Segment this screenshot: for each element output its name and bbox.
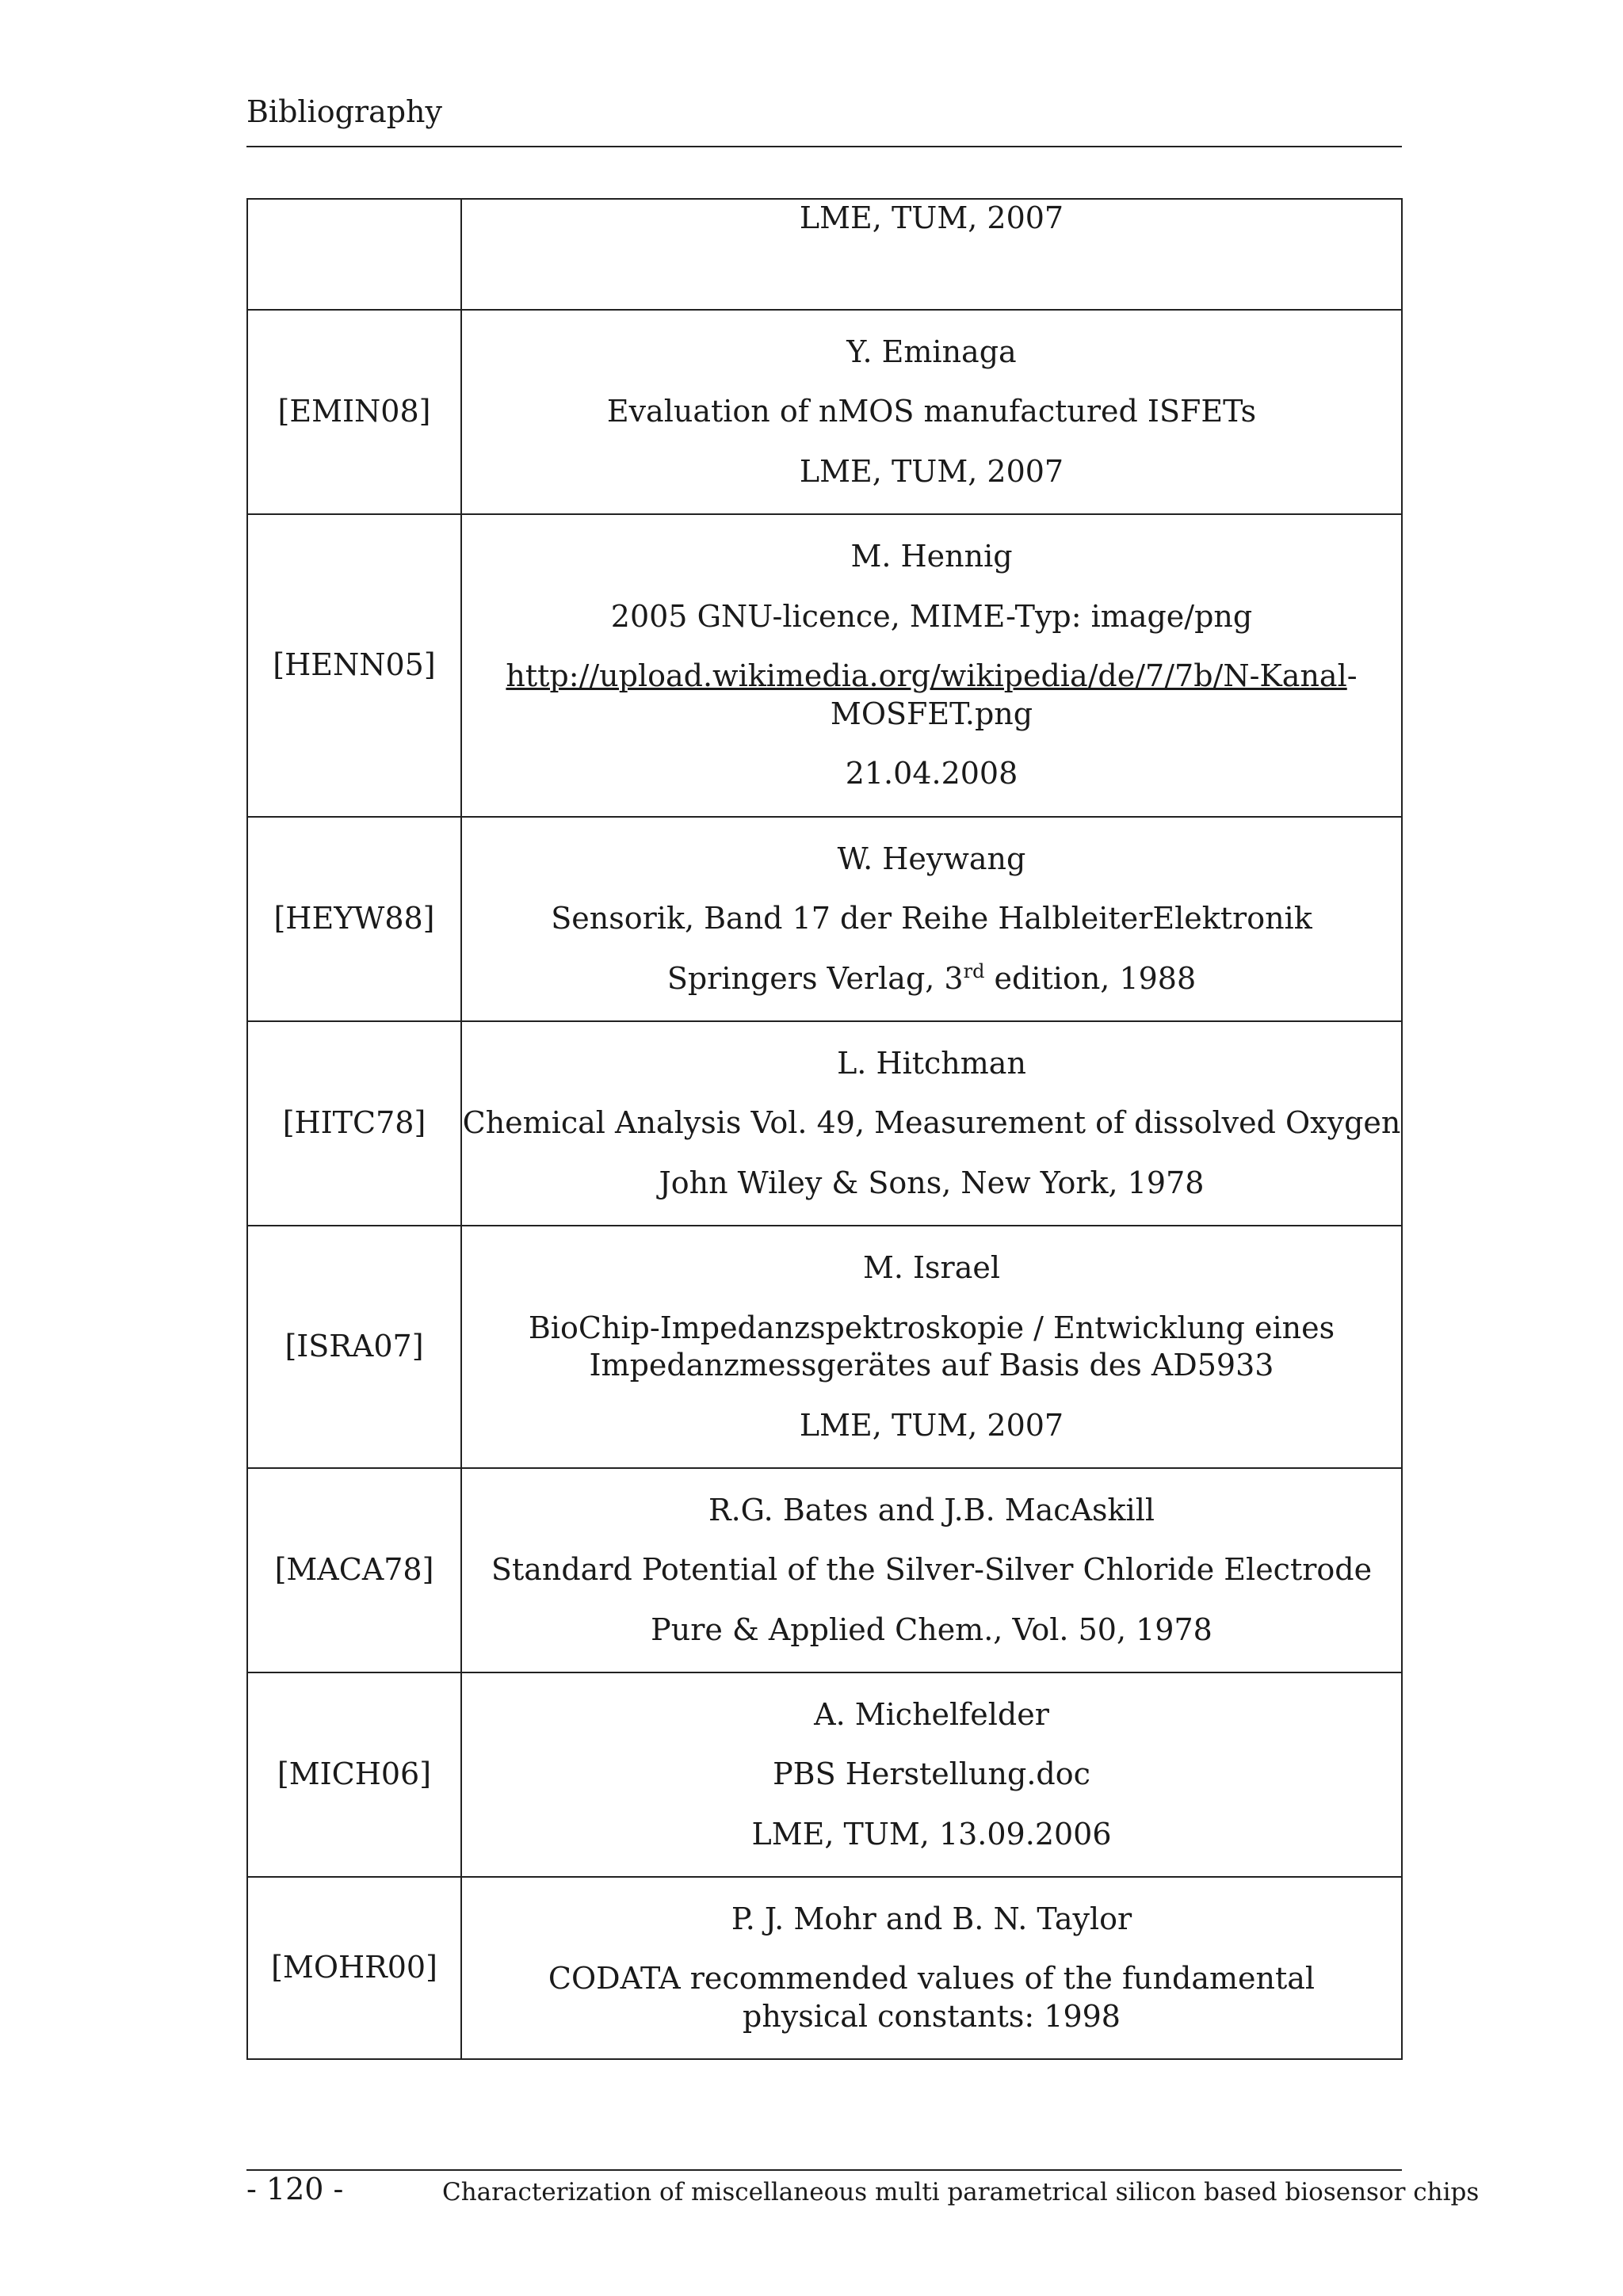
citation-title: Chemical Analysis Vol. 49, Measurement of dissolved Oxygen	[462, 1105, 1401, 1141]
bibliography-row	[247, 310, 1402, 514]
citation-entry	[461, 1021, 1402, 1226]
citation-source: LME, TUM, 2007	[799, 200, 1064, 235]
citation-entry	[461, 1468, 1402, 1672]
citation-key: [HEYW88]	[247, 817, 461, 1021]
citation-key: [HENN05]	[247, 514, 461, 817]
page-number: - 120 -	[246, 2172, 344, 2206]
bibliography-row	[247, 1021, 1402, 1226]
footer-document-title: Characterization of miscellaneous multi parametrical silicon based biosensor chips	[442, 2178, 1480, 2206]
citation-url-link[interactable]: http://upload.wikimedia.org/wikipedia/de/7/7b/N-Kanal	[506, 658, 1347, 694]
citation-author: L. Hitchman	[837, 1045, 1026, 1081]
citation-key: [HITC78]	[247, 1021, 461, 1226]
citation-source: Pure & Applied Chem., Vol. 50, 1978	[651, 1611, 1212, 1647]
citation-author: M. Hennig	[850, 539, 1013, 574]
page-header-title: Bibliography	[246, 94, 442, 129]
citation-author: W. Heywang	[837, 841, 1026, 876]
ordinal-superscript: rd	[963, 959, 985, 982]
bibliography-row	[247, 514, 1402, 817]
bibliography-row	[247, 1226, 1402, 1468]
bibliography-table	[246, 198, 1403, 2060]
citation-source: LME, TUM, 2007	[799, 1407, 1064, 1443]
citation-title: Sensorik, Band 17 der Reihe HalbleiterElektronik	[551, 901, 1312, 936]
citation-author: P. J. Mohr and B. N. Taylor	[731, 1901, 1132, 1936]
citation-entry	[461, 817, 1402, 1021]
citation-key: [EMIN08]	[247, 310, 461, 514]
citation-url-rest: -MOSFET.png	[830, 658, 1358, 731]
bibliography-row	[247, 1672, 1402, 1877]
citation-author: Y. Eminaga	[846, 334, 1017, 369]
citation-license: 2005 GNU-licence, MIME-Typ: image/png	[610, 598, 1253, 634]
citation-title: PBS Herstellung.doc	[773, 1756, 1090, 1792]
citation-entry	[461, 199, 1402, 310]
bibliography-row	[247, 817, 1402, 1021]
citation-source: LME, TUM, 2007	[799, 453, 1064, 489]
bibliography-row	[247, 1468, 1402, 1672]
citation-key: [MOHR00]	[247, 1877, 461, 2059]
citation-entry	[461, 1877, 1402, 2059]
footer-divider	[246, 2169, 1402, 2171]
citation-key: [ISRA07]	[247, 1226, 461, 1468]
header-divider	[246, 146, 1402, 147]
citation-url-line	[462, 658, 1401, 733]
citation-entry	[461, 1672, 1402, 1877]
citation-title: Standard Potential of the Silver-Silver Chloride Electrode	[491, 1552, 1373, 1588]
publisher-prefix: Springers Verlag, 3	[666, 960, 964, 996]
citation-key	[247, 199, 461, 310]
publisher-suffix: edition, 1988	[984, 960, 1197, 996]
citation-title: CODATA recommended values of the fundamental physical constants: 1998	[548, 1961, 1316, 2034]
citation-title: BioChip-Impedanzspektroskopie / Entwicklung eines Impedanzmessgerätes auf Basis des AD5933	[528, 1310, 1335, 1383]
citation-publisher	[462, 960, 1401, 998]
bibliography-row	[247, 1877, 1402, 2059]
citation-entry	[461, 310, 1402, 514]
citation-key: [MICH06]	[247, 1672, 461, 1877]
citation-author: A. Michelfelder	[814, 1696, 1049, 1732]
citation-key: [MACA78]	[247, 1468, 461, 1672]
citation-author: R.G. Bates and J.B. MacAskill	[708, 1492, 1155, 1527]
citation-author: M. Israel	[862, 1250, 1001, 1285]
citation-source: LME, TUM, 13.09.2006	[751, 1816, 1112, 1852]
bibliography-row	[247, 199, 1402, 310]
citation-entry	[461, 1226, 1402, 1468]
citation-access-date: 21.04.2008	[845, 756, 1018, 791]
citation-source: John Wiley & Sons, New York, 1978	[659, 1165, 1205, 1200]
citation-title: Evaluation of nMOS manufactured ISFETs	[606, 394, 1257, 429]
citation-entry	[461, 514, 1402, 817]
